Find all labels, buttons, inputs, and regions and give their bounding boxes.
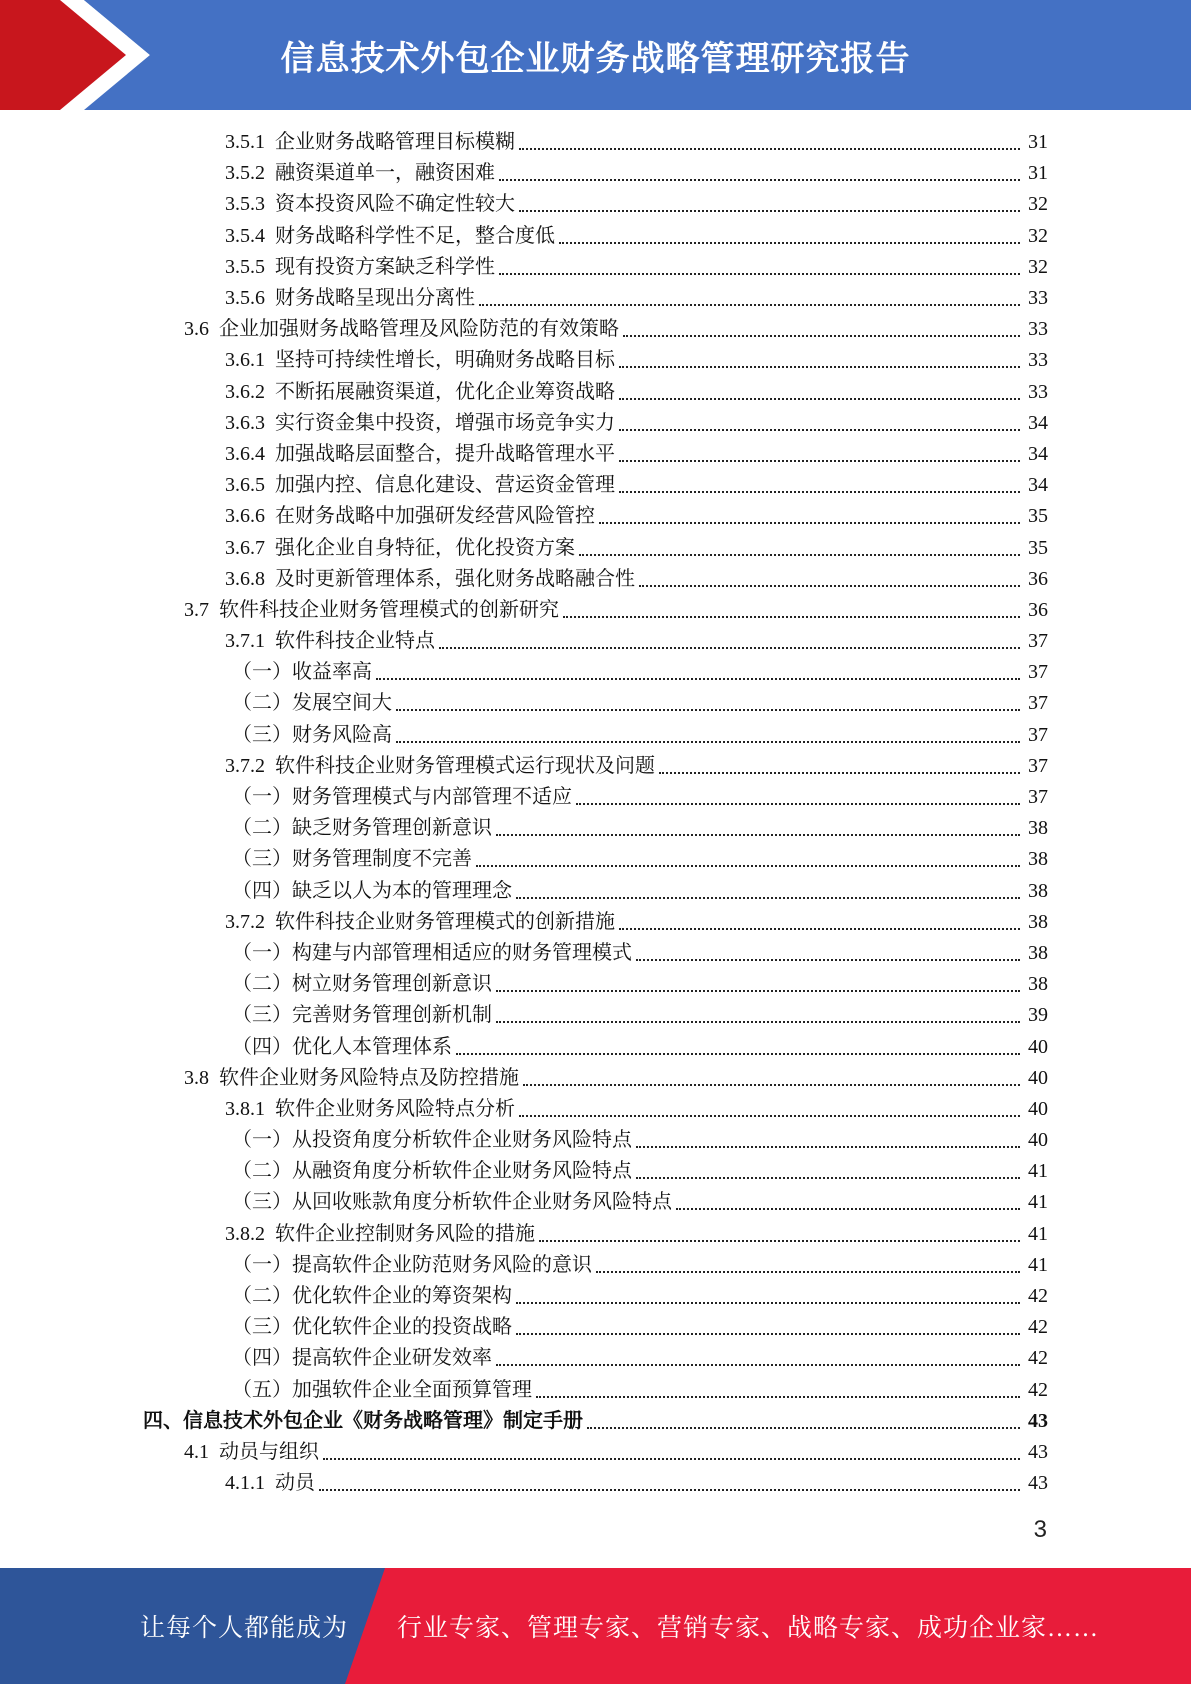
dot-leader	[319, 1488, 1020, 1491]
dot-leader	[636, 1176, 1020, 1179]
toc-entry[interactable]	[0, 1437, 1191, 1468]
toc-entry-title: 财务风险高	[292, 723, 392, 746]
dot-leader	[476, 864, 1020, 867]
toc-entry-title: 缺乏财务管理创新意识	[292, 817, 492, 840]
toc-entry-title: 软件企业财务风险特点及防控措施	[219, 1066, 519, 1089]
toc-entry[interactable]	[0, 782, 1191, 813]
dot-leader	[499, 272, 1020, 275]
toc-entry[interactable]	[0, 938, 1191, 969]
dot-leader	[639, 584, 1020, 587]
toc-entry-page: 40	[1028, 1035, 1048, 1058]
toc-entry-number: （三）	[232, 1004, 292, 1027]
toc-entry-title: 软件科技企业特点	[275, 630, 435, 653]
toc-entry-page: 42	[1028, 1378, 1048, 1401]
toc-entry[interactable]	[0, 564, 1191, 595]
toc-entry-page: 36	[1028, 598, 1048, 621]
toc-entry-title: 收益率高	[292, 661, 372, 684]
toc-entry[interactable]	[0, 1312, 1191, 1343]
toc-entry-title: 财务管理制度不完善	[292, 848, 472, 871]
toc-entry-page: 31	[1028, 131, 1048, 154]
toc-entry-page: 38	[1028, 879, 1048, 902]
toc-entry-title: 树立财务管理创新意识	[292, 973, 492, 996]
dot-leader	[676, 1207, 1020, 1210]
toc-entry-number: 3.6.4	[225, 442, 265, 465]
toc-entry-page: 34	[1028, 474, 1048, 497]
toc-entry-title: 软件企业财务风险特点分析	[275, 1097, 515, 1120]
dot-leader	[559, 241, 1020, 244]
toc-entry-number: 3.6.8	[225, 567, 265, 590]
table-of-contents	[0, 127, 1191, 1499]
toc-entry-page: 37	[1028, 723, 1048, 746]
toc-entry-number: 3.8.2	[225, 1222, 265, 1245]
toc-entry-number: 3.6.2	[225, 380, 265, 403]
toc-entry[interactable]	[0, 252, 1191, 283]
toc-entry-title: 企业加强财务战略管理及风险防范的有效策略	[219, 318, 619, 341]
toc-entry-title: 实行资金集中投资，增强市场竞争实力	[275, 411, 615, 434]
toc-entry-title: 优化人本管理体系	[292, 1035, 452, 1058]
dot-leader	[439, 646, 1020, 649]
toc-entry[interactable]	[0, 876, 1191, 907]
dot-leader	[496, 833, 1020, 836]
toc-entry-page: 33	[1028, 318, 1048, 341]
toc-entry[interactable]	[0, 1000, 1191, 1031]
dot-leader	[619, 927, 1020, 930]
toc-entry-number: （三）	[232, 848, 292, 871]
toc-entry[interactable]	[0, 501, 1191, 532]
toc-entry-title: 企业财务战略管理目标模糊	[275, 131, 515, 154]
dot-leader	[619, 397, 1020, 400]
header-banner	[0, 0, 1191, 110]
toc-entry-page: 31	[1028, 162, 1048, 185]
toc-entry-title: 资本投资风险不确定性较大	[275, 193, 515, 216]
toc-entry-title: 融资渠道单一，融资困难	[275, 162, 495, 185]
toc-entry[interactable]	[0, 969, 1191, 1000]
toc-entry-number: 3.6.3	[225, 411, 265, 434]
toc-entry-number: 4.1.1	[225, 1472, 265, 1495]
dot-leader	[596, 1270, 1020, 1273]
toc-entry-title: 加强战略层面整合，提升战略管理水平	[275, 442, 615, 465]
toc-entry[interactable]	[0, 657, 1191, 688]
toc-entry-number: （三）	[232, 723, 292, 746]
toc-entry-number: （三）	[232, 1191, 292, 1214]
toc-entry[interactable]	[0, 377, 1191, 408]
toc-entry[interactable]	[0, 1031, 1191, 1062]
toc-entry-title: 四、信息技术外包企业《财务战略管理》制定手册	[143, 1409, 583, 1432]
dot-leader	[496, 1363, 1020, 1366]
footer-slogan-right: 行业专家、管理专家、营销专家、战略专家、成功企业家……	[397, 1615, 1100, 1642]
toc-entry-title: 财务战略科学性不足，整合度低	[275, 224, 555, 247]
toc-entry-page: 42	[1028, 1347, 1048, 1370]
toc-entry-title: 提高软件企业研发效率	[292, 1347, 492, 1370]
toc-entry-page: 32	[1028, 255, 1048, 278]
toc-entry-number: （一）	[232, 786, 292, 809]
footer-banner	[0, 1568, 1191, 1684]
red-chevron-icon	[0, 0, 150, 110]
toc-entry-page: 36	[1028, 567, 1048, 590]
toc-entry-title: 优化软件企业的投资战略	[292, 1316, 512, 1339]
toc-entry-title: 强化企业自身特征，优化投资方案	[275, 536, 575, 559]
toc-entry-number: （二）	[232, 1285, 292, 1308]
toc-entry-page: 34	[1028, 442, 1048, 465]
toc-entry-page: 38	[1028, 973, 1048, 996]
toc-entry-number: 3.6.7	[225, 536, 265, 559]
dot-leader	[659, 771, 1020, 774]
toc-entry[interactable]	[0, 127, 1191, 158]
dot-leader	[479, 303, 1020, 306]
toc-entry-page: 42	[1028, 1316, 1048, 1339]
toc-entry-title: 现有投资方案缺乏科学性	[275, 255, 495, 278]
toc-entry[interactable]	[0, 408, 1191, 439]
document-title: 信息技术外包企业财务战略管理研究报告	[280, 38, 911, 79]
toc-entry-page: 38	[1028, 848, 1048, 871]
dot-leader	[496, 989, 1020, 992]
toc-entry-title: 在财务战略中加强研发经营风险管控	[275, 505, 595, 528]
toc-entry-number: （五）	[232, 1378, 292, 1401]
toc-entry[interactable]	[0, 532, 1191, 563]
toc-entry-number: （三）	[232, 1316, 292, 1339]
dot-leader	[519, 1114, 1020, 1117]
toc-entry-page: 41	[1028, 1191, 1048, 1214]
toc-entry-page: 43	[1028, 1409, 1048, 1432]
toc-entry-number: （二）	[232, 1160, 292, 1183]
toc-entry-number: （四）	[232, 1347, 292, 1370]
toc-entry-page: 37	[1028, 692, 1048, 715]
toc-entry[interactable]	[0, 688, 1191, 719]
toc-entry-number: 3.7.2	[225, 910, 265, 933]
toc-entry-number: （四）	[232, 1035, 292, 1058]
dot-leader	[499, 178, 1020, 181]
toc-entry-page: 38	[1028, 910, 1048, 933]
toc-entry-page: 35	[1028, 505, 1048, 528]
toc-entry-page: 33	[1028, 287, 1048, 310]
toc-entry[interactable]	[0, 813, 1191, 844]
toc-entry-number: 3.5.1	[225, 131, 265, 154]
toc-entry-number: 3.7	[184, 598, 209, 621]
dot-leader	[496, 1020, 1020, 1023]
toc-entry-title: 软件科技企业财务管理模式运行现状及问题	[275, 754, 655, 777]
toc-entry-title: 发展空间大	[292, 692, 392, 715]
toc-entry-page: 34	[1028, 411, 1048, 434]
toc-entry-number: 3.5.5	[225, 255, 265, 278]
dot-leader	[539, 1239, 1020, 1242]
toc-entry-number: 4.1	[184, 1440, 209, 1463]
dot-leader	[456, 1052, 1020, 1055]
dot-leader	[519, 209, 1020, 212]
toc-entry-title: 加强内控、信息化建设、营运资金管理	[275, 474, 615, 497]
toc-entry-page: 32	[1028, 193, 1048, 216]
toc-entry[interactable]	[0, 1281, 1191, 1312]
dot-leader	[323, 1457, 1020, 1460]
dot-leader	[623, 334, 1020, 337]
toc-entry[interactable]	[0, 1375, 1191, 1406]
toc-entry-number: 3.5.4	[225, 224, 265, 247]
toc-entry-title: 财务战略呈现出分离性	[275, 287, 475, 310]
toc-entry-title: 提高软件企业防范财务风险的意识	[292, 1253, 592, 1276]
page-number: 3	[1033, 1516, 1047, 1543]
toc-entry-page: 41	[1028, 1222, 1048, 1245]
dot-leader	[619, 459, 1020, 462]
toc-entry-page: 37	[1028, 661, 1048, 684]
dot-leader	[599, 521, 1020, 524]
toc-entry-number: 3.5.2	[225, 162, 265, 185]
toc-entry[interactable]	[0, 907, 1191, 938]
toc-entry-number: （一）	[232, 941, 292, 964]
toc-entry[interactable]	[0, 626, 1191, 657]
toc-entry-title: 软件科技企业财务管理模式的创新研究	[219, 598, 559, 621]
toc-entry[interactable]	[0, 1063, 1191, 1094]
toc-entry-page: 33	[1028, 349, 1048, 372]
toc-entry[interactable]	[0, 283, 1191, 314]
toc-entry-title: 动员	[275, 1472, 315, 1495]
toc-entry-number: （二）	[232, 817, 292, 840]
toc-entry-page: 42	[1028, 1285, 1048, 1308]
dot-leader	[516, 1301, 1020, 1304]
toc-entry-page: 43	[1028, 1472, 1048, 1495]
dot-leader	[636, 1145, 1020, 1148]
toc-entry-number: 3.5.3	[225, 193, 265, 216]
toc-entry-title: 及时更新管理体系，强化财务战略融合性	[275, 567, 635, 590]
dot-leader	[619, 490, 1020, 493]
dot-leader	[619, 428, 1020, 431]
dot-leader	[576, 802, 1020, 805]
toc-entry[interactable]	[0, 1468, 1191, 1499]
toc-entry-number: 3.8	[184, 1066, 209, 1089]
dot-leader	[579, 553, 1020, 556]
toc-entry-title: 财务管理模式与内部管理不适应	[292, 786, 572, 809]
footer-slogan-left: 让每个人都能成为	[140, 1615, 349, 1642]
dot-leader	[536, 1395, 1020, 1398]
toc-entry-title: 加强软件企业全面预算管理	[292, 1378, 532, 1401]
toc-entry-page: 40	[1028, 1129, 1048, 1152]
toc-entry-title: 优化软件企业的筹资架构	[292, 1285, 512, 1308]
toc-entry-page: 33	[1028, 380, 1048, 403]
toc-entry[interactable]	[0, 189, 1191, 220]
toc-entry[interactable]	[0, 221, 1191, 252]
toc-entry-title: 不断拓展融资渠道，优化企业筹资战略	[275, 380, 615, 403]
toc-entry-page: 40	[1028, 1066, 1048, 1089]
toc-entry[interactable]	[0, 595, 1191, 626]
toc-entry[interactable]	[0, 314, 1191, 345]
toc-entry-title: 构建与内部管理相适应的财务管理模式	[292, 941, 632, 964]
toc-entry[interactable]	[0, 1406, 1191, 1437]
toc-entry[interactable]	[0, 1343, 1191, 1374]
toc-entry-title: 动员与组织	[219, 1440, 319, 1463]
toc-entry-number: 3.6.6	[225, 505, 265, 528]
toc-entry-number: 3.7.1	[225, 630, 265, 653]
toc-entry-title: 软件企业控制财务风险的措施	[275, 1222, 535, 1245]
toc-entry-page: 37	[1028, 786, 1048, 809]
toc-entry-page: 37	[1028, 754, 1048, 777]
toc-entry-number: 3.5.6	[225, 287, 265, 310]
dot-leader	[519, 147, 1020, 150]
toc-entry-title: 坚持可持续性增长，明确财务战略目标	[275, 349, 615, 372]
toc-entry-title: 从投资角度分析软件企业财务风险特点	[292, 1129, 632, 1152]
toc-entry-page: 35	[1028, 536, 1048, 559]
toc-entry-title: 从回收账款角度分析软件企业财务风险特点	[292, 1191, 672, 1214]
toc-entry-number: （二）	[232, 692, 292, 715]
toc-entry-page: 39	[1028, 1004, 1048, 1027]
toc-entry[interactable]	[0, 844, 1191, 875]
toc-entry-number: 3.6	[184, 318, 209, 341]
toc-entry-title: 缺乏以人为本的管理理念	[292, 879, 512, 902]
toc-entry-page: 41	[1028, 1253, 1048, 1276]
toc-entry-page: 38	[1028, 941, 1048, 964]
toc-entry[interactable]	[0, 470, 1191, 501]
toc-entry-number: 3.7.2	[225, 754, 265, 777]
toc-entry[interactable]	[0, 751, 1191, 782]
toc-entry-page: 41	[1028, 1160, 1048, 1183]
dot-leader	[516, 1332, 1020, 1335]
dot-leader	[563, 615, 1020, 618]
toc-entry[interactable]	[0, 1219, 1191, 1250]
dot-leader	[587, 1426, 1020, 1429]
toc-entry[interactable]	[0, 1125, 1191, 1156]
toc-entry-number: 3.6.1	[225, 349, 265, 372]
dot-leader	[523, 1083, 1020, 1086]
toc-entry-number: （一）	[232, 1129, 292, 1152]
toc-entry-page: 32	[1028, 224, 1048, 247]
toc-entry-number: （四）	[232, 879, 292, 902]
dot-leader	[396, 740, 1020, 743]
toc-entry-number: （二）	[232, 973, 292, 996]
toc-entry-number: （一）	[232, 661, 292, 684]
toc-entry-number: 3.6.5	[225, 474, 265, 497]
toc-entry[interactable]	[0, 1156, 1191, 1187]
toc-entry-title: 完善财务管理创新机制	[292, 1004, 492, 1027]
dot-leader	[516, 896, 1020, 899]
toc-entry-title: 从融资角度分析软件企业财务风险特点	[292, 1160, 632, 1183]
toc-entry[interactable]	[0, 1250, 1191, 1281]
toc-entry[interactable]	[0, 1094, 1191, 1125]
toc-entry[interactable]	[0, 720, 1191, 751]
toc-entry-page: 40	[1028, 1097, 1048, 1120]
dot-leader	[619, 365, 1020, 368]
toc-entry[interactable]	[0, 439, 1191, 470]
toc-entry-page: 43	[1028, 1440, 1048, 1463]
dot-leader	[396, 708, 1020, 711]
toc-entry-page: 37	[1028, 630, 1048, 653]
dot-leader	[636, 958, 1020, 961]
toc-entry[interactable]	[0, 1187, 1191, 1218]
toc-entry-number: 3.8.1	[225, 1097, 265, 1120]
toc-entry-number: （一）	[232, 1253, 292, 1276]
toc-entry[interactable]	[0, 345, 1191, 376]
toc-entry-title: 软件科技企业财务管理模式的创新措施	[275, 910, 615, 933]
toc-entry[interactable]	[0, 158, 1191, 189]
toc-entry-page: 38	[1028, 817, 1048, 840]
dot-leader	[376, 677, 1020, 680]
